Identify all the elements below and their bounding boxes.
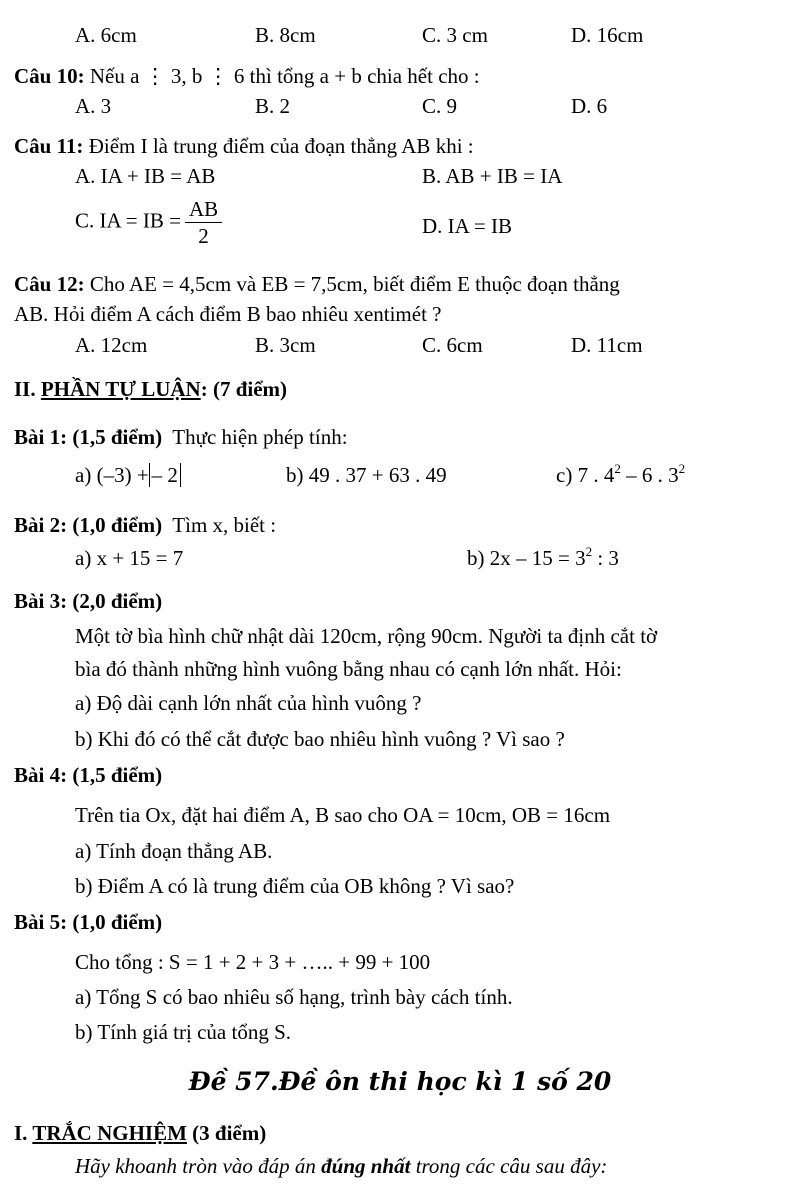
exercise-2-part-a: a) x + 15 = 7 <box>75 546 184 570</box>
exercise-text: Tìm x, biết : <box>172 513 277 537</box>
fraction <box>185 196 222 249</box>
option-c-prefix: C. IA = IB = <box>75 208 181 233</box>
exercise-1-part-b: b) 49 . 37 + 63 . 49 <box>286 463 447 487</box>
section-heading-part-2: II. PHẦN TỰ LUẬN: (7 điểm) <box>14 377 288 401</box>
option-b: B. AB + IB = IA <box>422 164 563 188</box>
question-12 <box>14 271 620 297</box>
fraction-denominator: 2 <box>198 224 209 248</box>
option-c: C. 9 <box>422 94 458 118</box>
option-a: A. 6cm <box>75 23 137 47</box>
option-a: A. IA + IB = AB <box>75 164 216 188</box>
exercise-2-part-b: b) $2x - 15 = 3^2$ : 3 <box>467 544 619 570</box>
exercise-3-part-b: b) Khi đó có thể cắt được bao nhiêu hình vuông ? Vì sao ? <box>75 727 565 751</box>
option-d: D. 11cm <box>571 333 643 357</box>
option-b: B. 8cm <box>255 23 316 47</box>
option-c <box>75 196 222 249</box>
option-c: C. 6cm <box>422 333 483 357</box>
exercise-text: Thực hiện phép tính: <box>172 425 348 449</box>
exercise-1 <box>14 424 348 450</box>
option-a: A. 3 <box>75 94 112 118</box>
question-text: Nếu a ⋮ 3, b ⋮ 6 thì tổng a + b chia hết cho : <box>89 64 480 88</box>
section-name: PHẦN TỰ LUẬN <box>40 377 201 401</box>
question-text: Điểm I là trung điểm của đoạn thẳng AB khi : <box>88 134 474 158</box>
question-label: Câu 12: <box>14 272 85 296</box>
instruction: Hãy khoanh tròn vào đáp án đúng nhất trong các câu sau đây: <box>75 1154 608 1178</box>
section-name: TRẮC NGHIỆM <box>32 1121 187 1145</box>
question-text: Cho AE = 4,5cm và EB = 7,5cm, biết điểm E thuộc đoạn thẳng <box>89 272 620 296</box>
option-d: D. 6 <box>571 94 608 118</box>
exercise-1-part-c: c) 7 . $4^2 - 6$ . $3^2$ <box>556 461 686 487</box>
exercise-3-label: Bài 3: (2,0 điểm) <box>14 589 163 613</box>
option-c: C. 3 cm <box>422 23 488 47</box>
exercise-5-part-a: a) Tổng S có bao nhiêu số hạng, trình bày cách tính. <box>75 985 513 1009</box>
exam-title: Đề 57.Đề ôn thi học kì 1 số 20 <box>188 1067 612 1096</box>
question-text-line2: AB. Hỏi điểm A cách điểm B bao nhiêu xentimét ? <box>14 302 442 326</box>
exercise-5-part-b: b) Tính giá trị của tổng S. <box>75 1020 291 1044</box>
option-d: D. 16cm <box>571 23 644 47</box>
exercise-3-text-line1: Một tờ bìa hình chữ nhật dài 120cm, rộng 90cm. Người ta định cắt tờ <box>75 624 658 648</box>
exercise-2 <box>14 512 276 538</box>
exercise-4-part-b: b) Điểm A có là trung điểm của OB không ? Vì sao? <box>75 874 515 898</box>
option-a: A. 12cm <box>75 333 148 357</box>
question-10 <box>14 63 480 89</box>
question-11 <box>14 133 474 159</box>
exercise-5-text: Cho tổng : S = 1 + 2 + 3 + ….. + 99 + 100 <box>75 950 431 974</box>
exercise-label: Bài 1: (1,5 điểm) <box>14 425 163 449</box>
question-label: Câu 10: <box>14 64 85 88</box>
exercise-5-label: Bài 5: (1,0 điểm) <box>14 910 163 934</box>
exercise-1-part-a: a) (–3) + – 2 <box>75 462 181 488</box>
question-label: Câu 11: <box>14 134 84 158</box>
exercise-4-label: Bài 4: (1,5 điểm) <box>14 763 163 787</box>
section-heading-part-1: I. TRẮC NGHIỆM (3 điểm) <box>14 1121 267 1145</box>
exercise-4-text: Trên tia Ox, đặt hai điểm A, B sao cho OA = 10cm, OB = 16cm <box>75 803 611 827</box>
exercise-3-part-a: a) Độ dài cạnh lớn nhất của hình vuông ? <box>75 691 422 715</box>
instruction-emphasis: đúng nhất <box>321 1154 411 1178</box>
absolute-value: – 2 <box>149 463 181 487</box>
exercise-3-text-line2: bìa đó thành những hình vuông bằng nhau có cạnh lớn nhất. Hỏi: <box>75 657 622 681</box>
option-d: D. IA = IB <box>422 214 513 238</box>
exercise-4-part-a: a) Tính đoạn thẳng AB. <box>75 839 273 863</box>
exercise-label: Bài 2: (1,0 điểm) <box>14 513 163 537</box>
option-b: B. 3cm <box>255 333 316 357</box>
fraction-numerator: AB <box>185 196 222 223</box>
option-b: B. 2 <box>255 94 291 118</box>
